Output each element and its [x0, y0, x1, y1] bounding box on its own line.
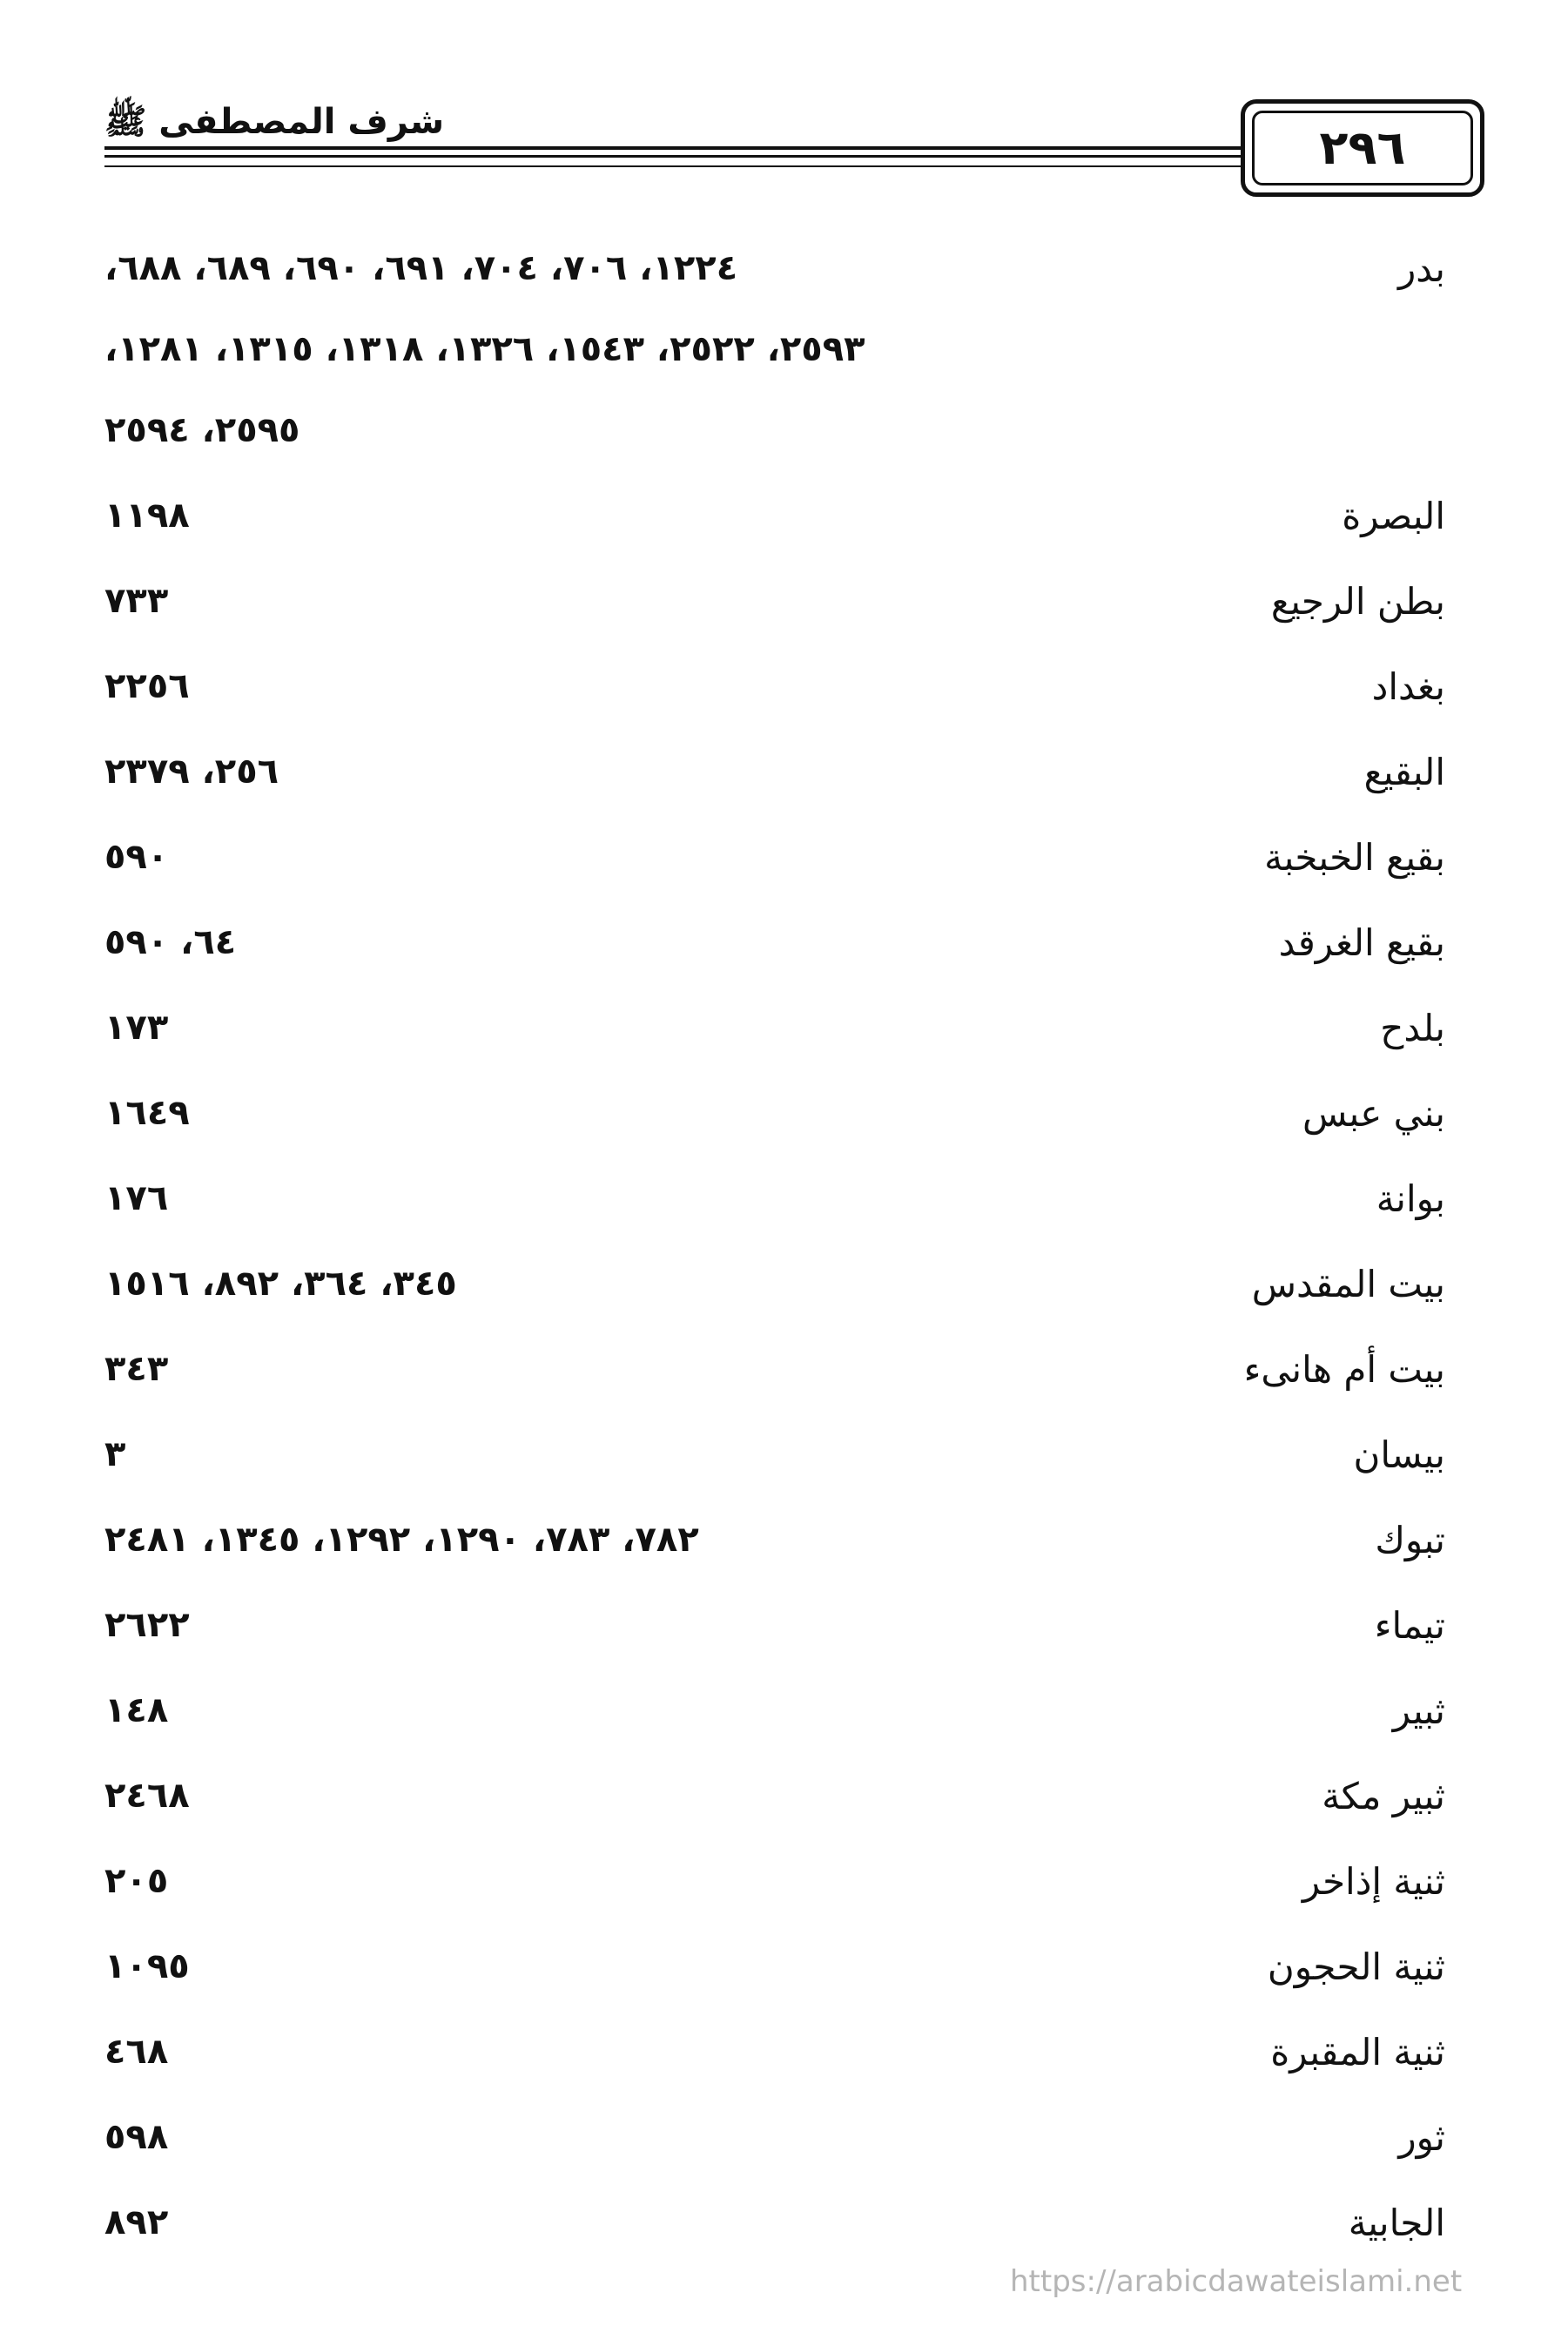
- entry-place-name: بيت أم هانىء: [1243, 1348, 1445, 1391]
- entry-place-name: ثنية الحجون: [1267, 1945, 1445, 1988]
- index-entry: [104, 1336, 1445, 1421]
- index-entry: [104, 1763, 1445, 1848]
- entry-place-name: بيت المقدس: [1251, 1263, 1445, 1305]
- index-entry: [104, 568, 1445, 653]
- entry-place-name: بقيع الغرقد: [1278, 921, 1445, 964]
- entry-page-references: ٢٤٦٨: [104, 1776, 190, 1816]
- index-entry: [104, 1677, 1445, 1763]
- index-entry: [104, 1080, 1445, 1165]
- entry-place-name: بطن الرجيع: [1270, 580, 1445, 623]
- index-entry: [104, 482, 1445, 568]
- entry-page-references: ٧٨٢، ٧٨٣، ١٢٩٠، ١٢٩٢، ١٣٤٥، ٢٤٨١: [104, 1520, 699, 1560]
- entry-place-name: ثبير: [1392, 1689, 1445, 1732]
- entry-place-name: بدر: [1397, 247, 1445, 290]
- index-entry: [104, 2104, 1445, 2189]
- entry-place-name: ثور: [1398, 2116, 1445, 2159]
- entry-page-references: ٣٤٣: [104, 1349, 169, 1389]
- entry-place-name: الجابية: [1348, 2202, 1445, 2244]
- entry-page-references: ١٧٦: [104, 1178, 169, 1218]
- entry-page-references: ١٦٤٩: [104, 1093, 190, 1133]
- watermark-url: https://arabicdawateislami.net: [1010, 2264, 1463, 2299]
- index-entry: [104, 2189, 1445, 2275]
- index-entry-list: [104, 235, 1445, 2275]
- entry-page-references: ٤٦٨: [104, 2032, 169, 2072]
- entry-page-references: ٦٤، ٥٩٠: [104, 922, 237, 962]
- entry-place-name: بغداد: [1371, 665, 1445, 708]
- entry-place-name: ثبير مكة: [1322, 1775, 1445, 1817]
- entry-place-name: بيسان: [1353, 1433, 1445, 1476]
- entry-place-name: ثنية المقبرة: [1270, 2031, 1445, 2073]
- index-entry: [104, 1848, 1445, 1933]
- entry-page-references: ٧٣٣: [104, 581, 169, 621]
- page-number-inner-frame: [1252, 111, 1473, 185]
- entry-page-references: ٢٥٦، ٢٣٧٩: [104, 752, 279, 792]
- running-title: شرف المصطفى ﷺ: [104, 102, 445, 142]
- entry-place-name: بلدح: [1380, 1007, 1445, 1049]
- index-entry: [104, 1933, 1445, 2019]
- entry-page-references: ٢٠٥: [104, 1861, 169, 1901]
- index-entry: [104, 235, 1445, 482]
- index-entry: [104, 2019, 1445, 2104]
- entry-place-name: تيماء: [1374, 1604, 1445, 1647]
- index-entry: [104, 824, 1445, 909]
- entry-page-references: ٢٦٢٢: [104, 1605, 190, 1645]
- index-entry: [104, 1592, 1445, 1677]
- entry-page-references: ٢٥٩٣، ٢٥٢٢، ١٥٤٣، ١٣٢٦، ١٣١٨، ١٣١٥، ١٢٨١،: [104, 329, 865, 369]
- page-number: ٢٩٦: [1319, 120, 1406, 175]
- entry-place-name: تبوك: [1375, 1519, 1445, 1561]
- entry-place-name: بني عبس: [1302, 1092, 1445, 1135]
- entry-place-name: بقيع الخبخبة: [1264, 836, 1445, 879]
- page-number-frame: [1241, 99, 1484, 197]
- entry-place-name: البقيع: [1363, 751, 1445, 793]
- entry-page-references: ١٠٩٥: [104, 1946, 190, 1986]
- index-entry: [104, 1421, 1445, 1507]
- entry-page-references: ٣٤٥، ٣٦٤، ٨٩٢، ١٥١٦: [104, 1264, 457, 1304]
- entry-page-references: ٢٥٩٥، ٢٥٩٤: [104, 410, 300, 450]
- index-entry: [104, 653, 1445, 738]
- entry-page-references: ٥٩٠: [104, 837, 169, 877]
- entry-page-references: ١٤٨: [104, 1690, 169, 1730]
- entry-page-references: ٨٩٢: [104, 2202, 169, 2242]
- index-entry: [104, 738, 1445, 824]
- entry-page-references: ١٧٣: [104, 1008, 169, 1048]
- entry-page-references: ١١٩٨: [104, 496, 190, 536]
- index-entry: [104, 1165, 1445, 1251]
- index-entry: [104, 995, 1445, 1080]
- entry-place-name: بوانة: [1376, 1177, 1445, 1220]
- page-header: [104, 87, 1445, 200]
- index-entry: [104, 1507, 1445, 1592]
- entry-page-references: ١٢٢٤، ٧٠٦، ٧٠٤، ٦٩١، ٦٩٠، ٦٨٩، ٦٨٨،: [104, 248, 738, 288]
- entry-page-references: ٣: [104, 1434, 126, 1474]
- entry-place-name: البصرة: [1342, 495, 1445, 537]
- entry-place-name: ثنية إذاخر: [1302, 1860, 1445, 1903]
- entry-page-references: ٥٩٨: [104, 2117, 169, 2157]
- entry-page-references: ٢٢٥٦: [104, 666, 190, 706]
- index-entry: [104, 1251, 1445, 1336]
- index-entry: [104, 909, 1445, 995]
